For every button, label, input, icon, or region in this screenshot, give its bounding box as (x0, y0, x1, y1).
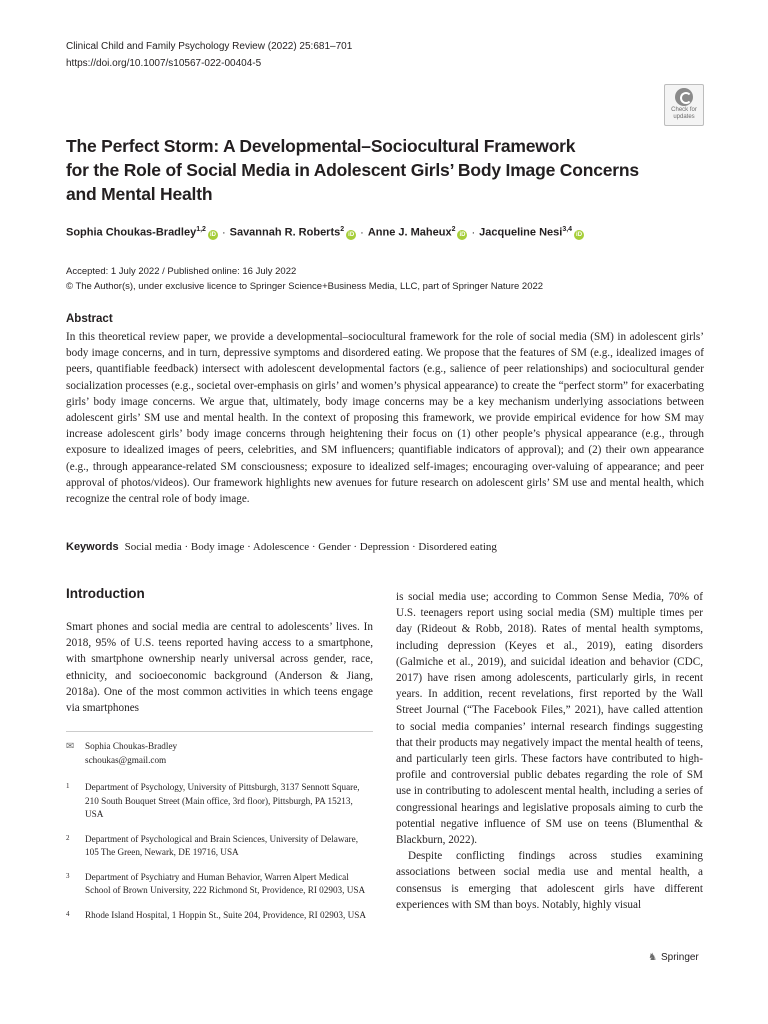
author-name[interactable]: Anne J. Maheux (367, 226, 452, 239)
keywords-label: Keywords (66, 541, 119, 553)
keywords-text: Social media · Body image · Adolescence · Gender · Depression · Disordered eating (124, 541, 497, 553)
keywords (66, 541, 497, 553)
affiliation-number: 4 (66, 909, 70, 918)
crossmark-icon (675, 88, 693, 106)
author-separator: · (360, 226, 364, 239)
corresponding-name: Sophia Choukas-Bradley (85, 741, 178, 751)
corresponding-email[interactable]: schoukas@gmail.com (85, 754, 167, 765)
author-name[interactable]: Sophia Choukas-Bradley (66, 226, 197, 239)
orcid-icon[interactable]: iD (576, 231, 583, 238)
orcid-icon[interactable]: iD (209, 231, 216, 238)
publisher-mark (648, 952, 699, 963)
check-for-updates-badge[interactable] (664, 84, 704, 126)
author-name[interactable]: Jacqueline Nesi (479, 226, 563, 239)
affiliation-item (66, 871, 373, 898)
title-line: and Mental Health (66, 184, 213, 204)
author-affiliation: 3,4 (562, 226, 573, 233)
affiliation-item (66, 781, 373, 822)
intro-paragraph: is social media use; according to Common Sense Media, 70% of U.S. teenagers report using social media (SM) multiple times per day (Rideout & Robb, 2018). Rates of mental health symptoms, including depression (Keyes et al., 2019), eating disorders (Galmiche et al., 2019), and suicidal ideation and behavior (CDC, 2017) have risen among adolescents, particularly girls, in recent years. In addition, recent revelations, first reported by the Wall Street Journal (“The Facebook Files,” 2021), have called attention to social media companies’ internal research findings suggesting that their products may negatively impact the mental health of teens, and particularly teen girls. These factors have contributed to high-profile and controversial public debates regarding the role of SM use in contributing to adolescent mental health, including a series of congressional hearings and legislative proposals aiming to curb the potential negative influence of SM use on teens (Blumenthal & Blackburn, 2022). (396, 591, 703, 847)
journal-citation: Clinical Child and Family Psychology Review (2022) 25:681–701 (66, 41, 353, 52)
introduction-heading: Introduction (66, 586, 145, 601)
footnotes (66, 740, 373, 933)
affiliation-text: Department of Psychology, University of Pittsburgh, 3137 Sennott Square, 210 South Bouquet Street (Main office, 3rd floor), Pittsburgh, PA 15213, USA (85, 782, 360, 819)
affiliation-item (66, 909, 373, 923)
title-line: for the Role of Social Media in Adolescent Girls’ Body Image Concerns (66, 160, 639, 180)
publication-dates (66, 264, 543, 294)
affiliation-number: 1 (66, 782, 70, 790)
affiliation-number: 3 (66, 871, 70, 880)
intro-paragraph: Despite conflicting findings across studies examining associations between social media use and mental health, a consensus is emerging that adolescent girls have different experiences with SM than boys. Notably, highly visual (396, 850, 703, 911)
affiliation-text: Department of Psychiatry and Human Behavior, Warren Alpert Medical School of Brown University, 222 Richmond St, Providence, RI 02903, USA (85, 871, 366, 895)
author-separator: · (221, 226, 226, 239)
author-affiliation: 2 (340, 226, 345, 233)
affiliation-item (66, 833, 373, 860)
envelope-icon[interactable]: ✉ (66, 741, 75, 752)
author-affiliation: 1,2 (196, 226, 206, 233)
publisher-name: Springer (660, 952, 699, 963)
orcid-icon[interactable]: iD (348, 231, 355, 238)
author-name[interactable]: Savannah R. Roberts (229, 226, 341, 239)
running-header (66, 38, 352, 72)
author-list (66, 226, 584, 240)
footnote-divider (66, 731, 373, 732)
intro-left-column: Smart phones and social media are central to adolescents’ lives. In 2018, 95% of U.S. teens reported having access to a smartphone, with smartphone ownership nearly universal across gender, race, ethnicity, and socioeconomic background (Anderson & Jiang, 2018a). One of the most common activities in which teens engage via smartphones (66, 621, 373, 715)
crossmark-label-2: updates (673, 114, 695, 120)
affiliation-number: 2 (66, 833, 70, 842)
affiliation-text: Department of Psychological and Brain Sciences, University of Delaware, 105 The Green, Newark, DE 19716, USA (85, 833, 358, 857)
copyright-line: © The Author(s), under exclusive licence to Springer Science+Business Media, LLC, part of Springer Nature 2022 (66, 281, 544, 292)
title-line: The Perfect Storm: A Developmental–Sociocultural Framework (66, 136, 576, 156)
author-separator: · (471, 226, 476, 239)
affiliation-text: Rhode Island Hospital, 1 Hoppin St., Suite 204, Providence, RI 02903, USA (85, 909, 366, 920)
orcid-icon[interactable]: iD (459, 231, 466, 238)
abstract-heading: Abstract (66, 313, 113, 325)
crossmark-label-1: Check for (671, 107, 697, 113)
intro-right-column (396, 589, 703, 913)
abstract-text: In this theoretical review paper, we provide a developmental–sociocultural framework for the role of social media (SM) in adolescent girls’ body image concerns, and in turn, depressive symptoms and disordered eating. We propose that the features of SM (e.g., idealized images of peers, quantifiable feedback) intersect with adolescent developmental factors (e.g., salience of peer relationships) and sociocultural gender socialization processes (e.g., societal over-emphasis on girls’ and women’s physical appearance) to create the “perfect storm” for exacerbating girls’ body image concerns. We argue that, ultimately, body image concerns may be a key mechanism underlying associations between adolescent girls’ SM use and mental health. In the context of proposing this framework, we provide empirical evidence for how SM may increase adolescent girls’ body image concerns through heightening their focus on (1) other people’s physical appearance (e.g., through exposure to idealized images of peers, celebrities, and SM influencers; quantifiable indicators of approval); and (2) their own appearance (e.g., through appearance-related SM consciousness; exposure to idealized self-images; encouraging over-valuing of appearance; and peer approval of photos/videos). Our framework highlights new avenues for future research on adolescent girls’ SM use and mental health, which recognize the central role of body image. (66, 331, 704, 506)
corresponding-author (66, 740, 373, 767)
accepted-published-line: Accepted: 1 July 2022 / Published online: 16 July 2022 (66, 266, 297, 277)
author-affiliation: 2 (451, 226, 456, 233)
doi-link[interactable]: https://doi.org/10.1007/s10567-022-00404-5 (66, 58, 262, 69)
springer-horse-icon: ♞ (648, 952, 657, 963)
article-title (66, 134, 666, 206)
